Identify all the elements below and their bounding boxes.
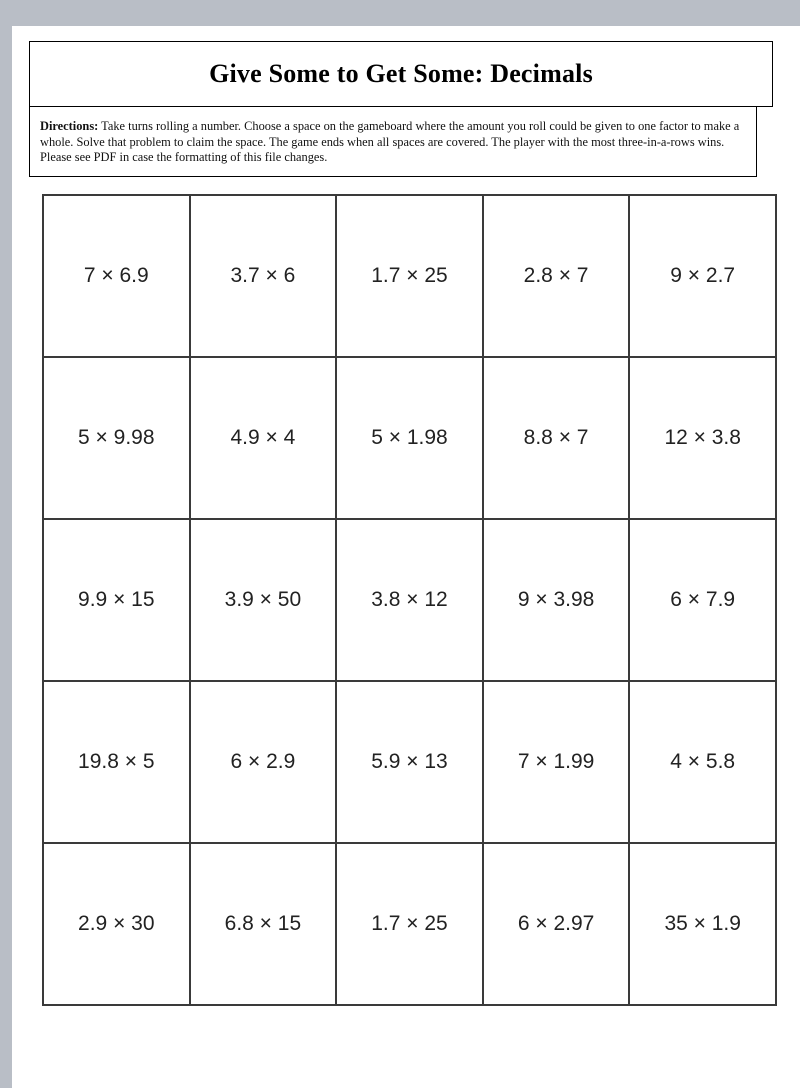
- board-cell: 5 × 1.98: [336, 357, 483, 519]
- board-cell: 4 × 5.8: [629, 681, 776, 843]
- board-cell: 12 × 3.8: [629, 357, 776, 519]
- board-cell: 8.8 × 7: [483, 357, 630, 519]
- board-cell: 19.8 × 5: [43, 681, 190, 843]
- gameboard: [42, 194, 777, 1006]
- board-cell: 9 × 2.7: [629, 195, 776, 357]
- directions-box: [29, 106, 757, 177]
- board-cell: 6 × 2.9: [190, 681, 337, 843]
- board-cell: 7 × 1.99: [483, 681, 630, 843]
- document-page: [12, 26, 800, 1088]
- board-cell: 4.9 × 4: [190, 357, 337, 519]
- board-cell: 1.7 × 25: [336, 843, 483, 1005]
- board-cell: 9.9 × 15: [43, 519, 190, 681]
- board-cell: 1.7 × 25: [336, 195, 483, 357]
- board-cell: 35 × 1.9: [629, 843, 776, 1005]
- board-cell: 2.8 × 7: [483, 195, 630, 357]
- board-row: [43, 519, 776, 681]
- board-cell: 6 × 2.97: [483, 843, 630, 1005]
- board-row: [43, 195, 776, 357]
- board-cell: 5 × 9.98: [43, 357, 190, 519]
- board-cell: 6 × 7.9: [629, 519, 776, 681]
- board-cell: 2.9 × 30: [43, 843, 190, 1005]
- board-cell: 7 × 6.9: [43, 195, 190, 357]
- directions-label: Directions:: [40, 119, 99, 133]
- board-cell: 6.8 × 15: [190, 843, 337, 1005]
- board-cell: 3.8 × 12: [336, 519, 483, 681]
- directions-text: Take turns rolling a number. Choose a space on the gameboard where the amount you roll could be given to one factor to make a whole. Solve that problem to claim the space. The game ends when all spaces are covered. The player with the most three-in-a-rows wins. Please see PDF in case the formatting of this file changes.: [40, 119, 740, 165]
- board-cell: 3.9 × 50: [190, 519, 337, 681]
- board-cell: 9 × 3.98: [483, 519, 630, 681]
- page-title: Give Some to Get Some: Decimals: [209, 59, 593, 88]
- board-row: [43, 357, 776, 519]
- board-cell: 5.9 × 13: [336, 681, 483, 843]
- board-cell: 3.7 × 6: [190, 195, 337, 357]
- board-row: [43, 681, 776, 843]
- board-row: [43, 843, 776, 1005]
- title-box: [29, 41, 773, 107]
